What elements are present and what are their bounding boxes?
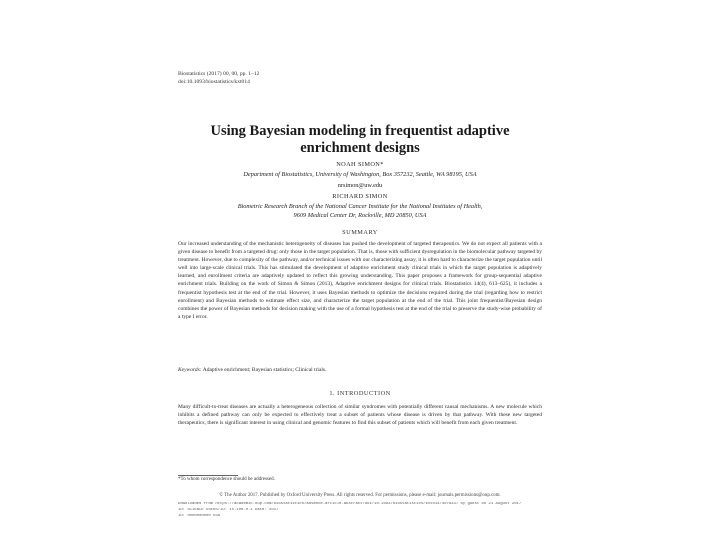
journal-header: [178, 70, 259, 86]
doi-line: doi:10.1093/biostatistics/kxt014: [178, 79, 250, 85]
title-line-1: Using Bayesian modeling in frequentist adaptive: [210, 123, 510, 139]
summary-text: Our increased understanding of the mechanistic heterogeneity of diseases has pushed the development of targeted therapeutics. We do not expect all patients with a given disease to benefit from a targeted drug: only those in the target population. That is, those with sufficient dysregulation in the biomolecular pathway targeted by treatment. However, due to complexity of the pathway, and/or technical issues with our characterizing assay, it is often hard to characterize the target population until well into large-scale clinical trials. This has stimulated the development of adaptive enrichment study clinical trials in which the target population is adaptively learned, and enrollment criteria are adaptively updated to reflect this growing understanding. This paper proposes a framework for group-sequential adaptive enrichment trials. Building on the work of Simon & Simon (2013), Adaptive enrichment designs for clinical trials. Biostatistics 14(4), 613–625), it includes a frequentist hypothesis test at the end of the trial. However, it uses Bayesian methods to optimize the decisions required during the trial (regarding how to restrict enrollment) and Bayesian methods to estimate effect size, and characterize the target population at the end of the trial. This joint frequentist/Bayesian design combines the power of Bayesian methods for decision making with the use of a formal hypothesis test at the end of the trial to preserve the study-wise probability of a type I error.: [178, 241, 542, 320]
author-2-affiliation-line-1: Biometric Research Branch of the National Cancer Institute for the National Institutes of Health,: [237, 203, 483, 210]
introduction-heading: 1. INTRODUCTION: [329, 390, 391, 397]
summary-heading: SUMMARY: [342, 229, 378, 236]
keywords-label: Keywords:: [178, 367, 202, 373]
footnote: *To whom correspondence should be addressed.: [178, 477, 275, 482]
copyright-line: © The Author 2017. Published by Oxford University Press. All rights reserved. For permissions, please e-mail: journals.permissions@oup.com.: [219, 493, 501, 498]
paper-title: [0, 123, 720, 157]
download-line-2: ID: SCIENCE USERS/ID: 15.100.0.1 Date: 2017: [178, 508, 279, 512]
title-line-2: enrichment designs: [300, 140, 420, 156]
author-1-affiliation: Department of Biostatistics, University of Washington, Box 357232, Seattle, WA 98195, USA: [243, 171, 477, 178]
author-1-name: NOAH SIMON*: [336, 161, 384, 168]
introduction-text: Many difficult-to-treat diseases are actually a heterogeneous collection of similar syndromes with potentially different causal mechanisms. A new molecule which inhibits a defined pathway can only be expected to effectively treat a subset of patients whose disease is driven by that pathway. With these new targeted therapeutics, there is significant interest in using clinical and genomic features to find this subset of patients which will benefit from each given treatment.: [178, 404, 542, 427]
keywords-line: [178, 367, 326, 373]
author-2-name: RICHARD SIMON: [332, 193, 388, 200]
author-2-affiliation-line-2: 9609 Medical Center Dr, Rockville, MD 20850, USA: [293, 212, 427, 219]
footnote-rule: [178, 475, 238, 476]
author-1-email: nrsimon@uw.edu: [337, 182, 383, 189]
keywords-text: Adaptive enrichment; Bayesian statistics; Clinical trials.: [202, 367, 327, 373]
journal-citation: Biostatistics (2017) 00, 00, pp. 1–12: [178, 71, 260, 77]
download-line-1: Downloaded from https://academic.oup.com/biostatistics/advance-article-abstract/doi/10.1093/biostatistics/kxt014/4078337 by guest on 21 August 2017: [178, 502, 522, 506]
download-line-3: ID: 0000000000 USA: [178, 514, 221, 518]
